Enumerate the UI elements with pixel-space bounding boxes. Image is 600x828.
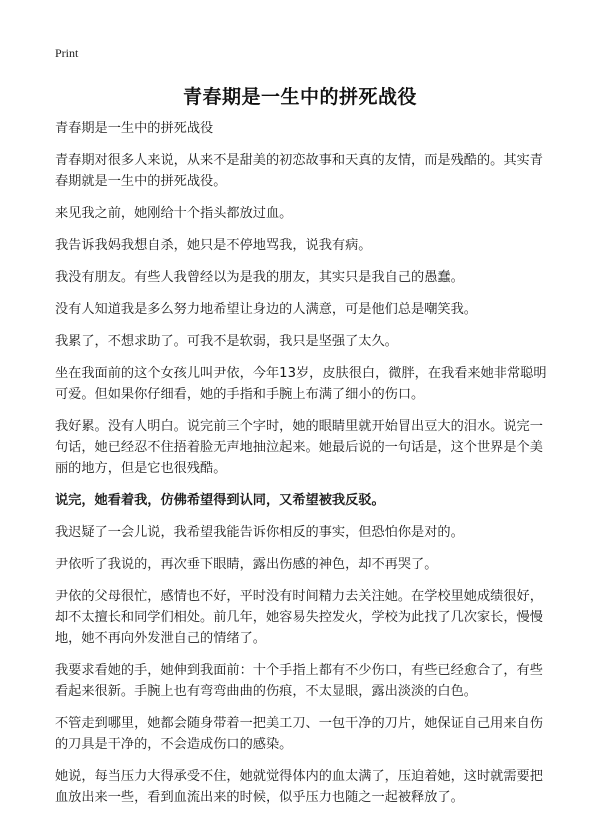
article-title: 青春期是一生中的拼死战役 — [182, 86, 417, 108]
paragraph: 尹依的父母很忙，感情也不好，平时没有时间精力去关注她。在学校里她成绩很好，却不太擅长和同学们相处。前几年，她容易失控发火，学校为此找了几次家长，慢慢地，她不再向外发泄自己的情绪了。 — [55, 589, 543, 646]
paragraph-bold: 说完，她看着我，仿佛希望得到认同，又希望被我反驳。 — [55, 493, 385, 508]
paragraph: 我告诉我妈我想自杀，她只是不停地骂我，说我有病。 — [55, 238, 372, 253]
paragraph: 坐在我面前的这个女孩儿叫尹依，今年13岁，皮肤很白，微胖，在我看来她非常聪明可爱。但如果你仔细看，她的手指和手腕上布满了细小的伤口。 — [55, 366, 547, 402]
paragraph: 不管走到哪里，她都会随身带着一把美工刀、一包干净的刀片，她保证自己用来自伤的刀具是干净的，不会造成伤口的感染。 — [55, 716, 543, 752]
paragraph: 我迟疑了一会儿说，我希望我能告诉你相反的事实，但恐怕你是对的。 — [55, 525, 464, 540]
paragraph: 我累了，不想求助了。可我不是软弱，我只是坚强了太久。 — [55, 334, 398, 349]
paragraph: 来见我之前，她刚给十个指头都放过血。 — [55, 206, 293, 221]
print-link[interactable]: Print — [55, 46, 79, 60]
paragraph: 我要求看她的手，她伸到我面前：十个手指上都有不少伤口，有些已经愈合了，有些看起来很新。手腕上也有弯弯曲曲的伤痕，不太显眼，露出淡淡的白色。 — [55, 663, 543, 699]
paragraph: 我没有朋友。有些人我曾经以为是我的朋友，其实只是我自己的愚蠢。 — [55, 270, 464, 285]
paragraph: 我好累。没有人明白。说完前三个字时，她的眼睛里就开始冒出豆大的泪水。说完一句话，她已经忍不住捂着脸无声地抽泣起来。她最后说的一句话是，这个世界是个美丽的地方，但是它也很残酷。 — [55, 419, 543, 476]
paragraph: 她说，每当压力大得承受不住，她就觉得体内的血太满了，压迫着她，这时就需要把血放出来一些，看到血流出来的时候，似乎压力也随之一起被释放了。 — [55, 769, 543, 805]
article-body — [55, 118, 555, 819]
paragraph: 青春期是一生中的拼死战役 — [55, 121, 214, 136]
paragraph: 尹依听了我说的，再次垂下眼睛，露出伤感的神色，却不再哭了。 — [55, 557, 438, 572]
paragraph: 没有人知道我是多么努力地希望让身边的人满意，可是他们总是嘲笑我。 — [55, 302, 477, 317]
paragraph: 青春期对很多人来说，从来不是甜美的初恋故事和天真的友情，而是残酷的。其实青春期就是一生中的拼死战役。 — [55, 153, 543, 189]
